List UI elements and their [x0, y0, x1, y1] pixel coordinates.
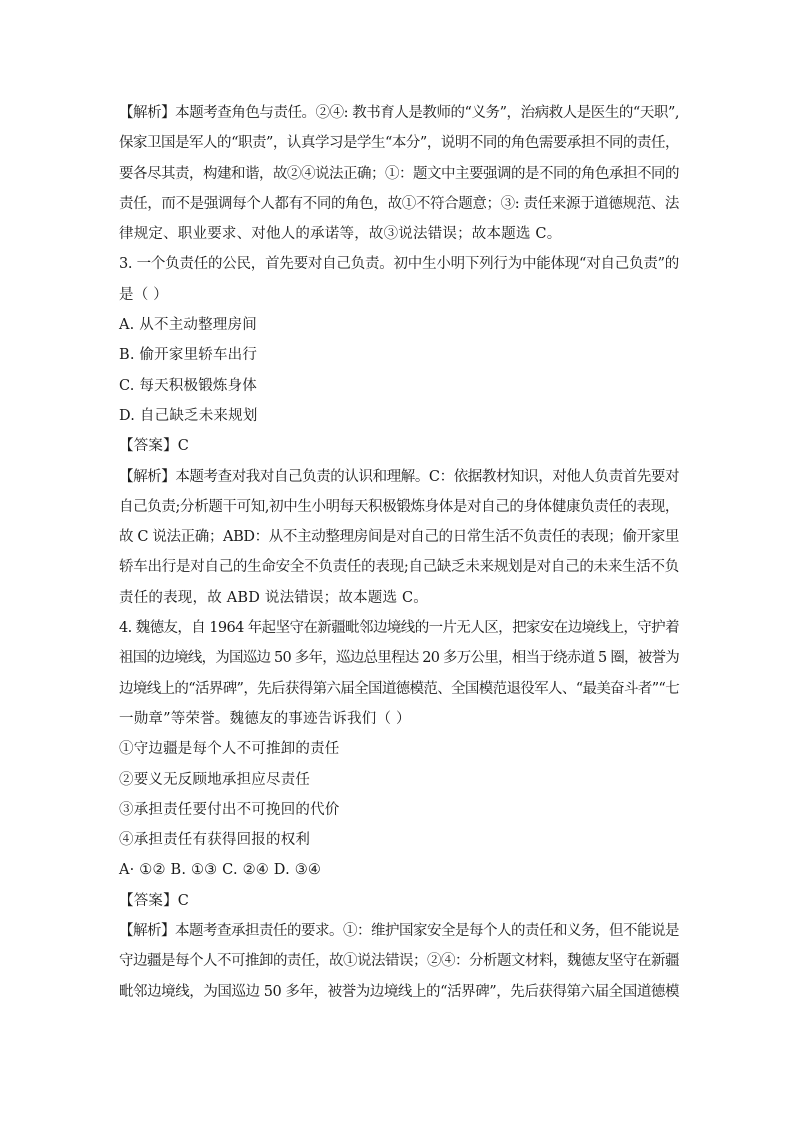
question-4-statement-1: ①守边疆是每个人不可推卸的责任: [119, 741, 340, 758]
analysis-2-line-1: 【解析】本题考查角色与责任。②④: 教书育人是教师的“义务”，治病救人是医生的“天职”,: [119, 105, 679, 121]
document-page: [119, 98, 679, 1007]
question-4-options: A· ①② B. ①③ C. ②④ D. ③④: [119, 862, 322, 879]
question-4-analysis-line-3: 毗邻边境线，为国巡边 50 多年，被誉为边境线上的“活界碑”，先后获得第六届全国道德模: [119, 983, 679, 1000]
question-4-statement-2: ②要义无反顾地承担应尽责任: [119, 771, 311, 788]
question-4-statement-3: ③承担责任要付出不可挽回的代价: [119, 801, 340, 818]
question-4-analysis-line-1: 【解析】本题考查承担责任的要求。①：维护国家安全是每个人的责任和义务，但不能说是: [119, 923, 679, 940]
question-3-stem-line-1: 3. 一个负责任的公民，首先要对自己负责。初中生小明下列行为中能体现“对自己负责”的: [119, 256, 679, 273]
question-3-option-c: C. 每天积极锻炼身体: [119, 377, 257, 394]
question-3-analysis-line-3: 故 C 说法正确；ABD：从不主动整理房间是对自己的日常生活不负责任的表现；偷开家里: [119, 529, 679, 546]
question-4-stem-line-3: 边境线上的“活界碑”，先后获得第六届全国道德模范、全国模范退役军人、“最美奋斗者”“七: [119, 680, 679, 697]
question-3-stem-line-2: 是（ ）: [119, 286, 168, 303]
question-3-analysis-line-4: 轿车出行是对自己的生命安全不负责任的表现;自己缺乏未来规划是对自己的未来生活不负: [119, 559, 679, 576]
analysis-2-line-3: 要各尽其责，构建和谐，故②④说法正确；①：题文中主要强调的是不同的角色承担不同的: [119, 165, 679, 182]
question-3-option-b: B. 偷开家里轿车出行: [119, 347, 258, 364]
question-3-option-a: A. 从不主动整理房间: [119, 317, 257, 334]
question-4-stem-line-2: 祖国的边境线，为国巡边 50 多年，巡边总里程达 20 多万公里，相当于绕赤道 5 圈，被誉为: [119, 650, 679, 667]
question-4-stem-line-1: 4. 魏德友，自 1964 年起坚守在新疆毗邻边境线的一片无人区，把家安在边境线上，守护着: [119, 620, 679, 637]
question-3-analysis-line-5: 责任的表现，故 ABD 说法错误；故本题选 C。: [119, 589, 428, 606]
question-4-analysis-line-2: 守边疆是每个人不可推卸的责任，故①说法错误；②④：分析题文材料，魏德友坚守在新疆: [119, 953, 679, 970]
question-3-analysis-line-2: 自己负责;分析题干可知,初中生小明每天积极锻炼身体是对自己的身体健康负责任的表现，: [119, 498, 679, 515]
question-3-analysis-line-1: 【解析】本题考查对我对自己负责的认识和理解。C：依据教材知识，对他人负责首先要对: [119, 468, 679, 485]
analysis-2-line-5: 律规定、职业要求、对他人的承诺等，故③说法错误；故本题选 C。: [119, 226, 562, 243]
question-4-statement-4: ④承担责任有获得回报的权利: [119, 832, 311, 849]
analysis-2-line-4: 责任，而不是强调每个人都有不同的角色，故①不符合题意；③: 责任来源于道德规范、法: [119, 195, 679, 212]
question-4-stem-line-4: 一勋章”等荣誉。魏德友的事迹告诉我们（ ）: [119, 710, 411, 727]
question-4-answer: 【答案】C: [119, 892, 190, 909]
analysis-2-line-2: 保家卫国是军人的“职责”，认真学习是学生“本分”，说明不同的角色需要承担不同的责任，: [119, 135, 679, 152]
question-3-option-d: D. 自己缺乏未来规划: [119, 407, 258, 424]
question-3-answer: 【答案】C: [119, 438, 190, 455]
